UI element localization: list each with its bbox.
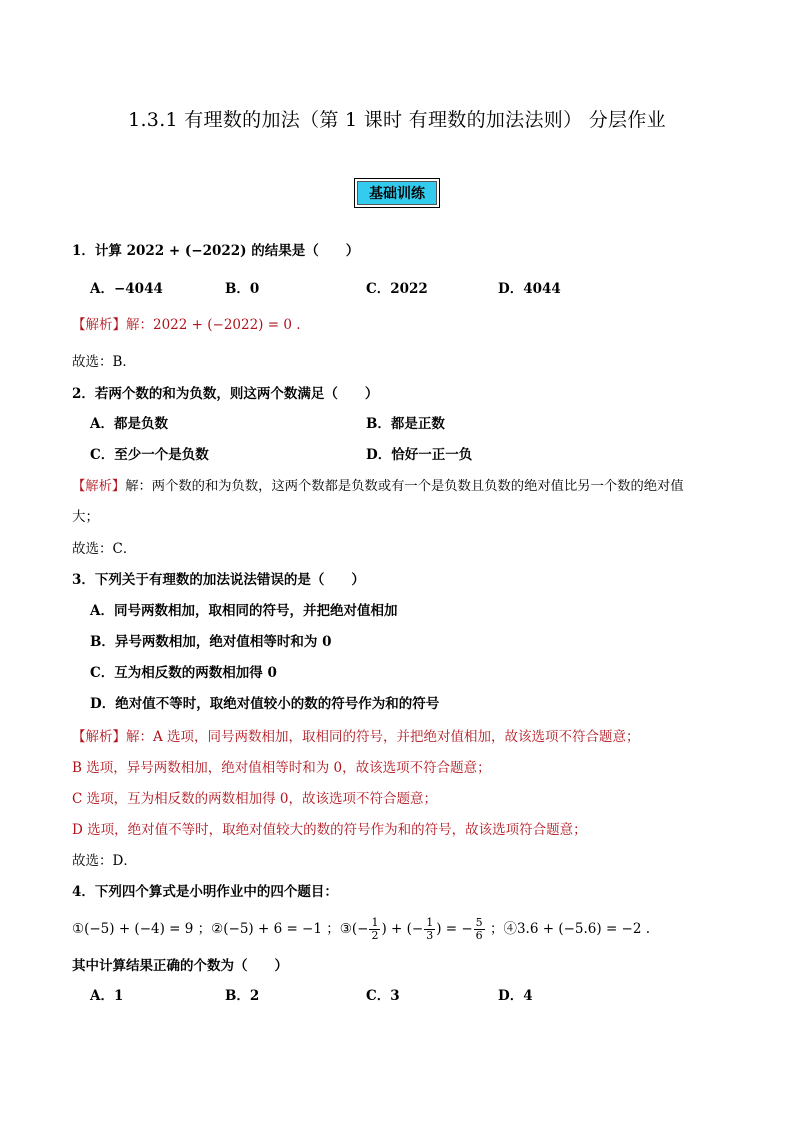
fraction-denominator: 2 [371, 929, 379, 942]
fraction-numerator: 1 [371, 916, 379, 929]
q1-option-a: A．−4044 [90, 281, 163, 297]
q4-expr-1: ①(−5) + (−4) = 9 ； [72, 921, 212, 937]
q4-expr-2: ②(−5) + 6 = −1 ； [211, 921, 340, 937]
q1-option-b: B．0 [225, 281, 260, 297]
q2-answer: 故选：C． [72, 541, 137, 557]
q2-option-c: C．至少一个是负数 [90, 447, 209, 463]
q3-analysis-tag: 【解析】 [72, 729, 126, 745]
q3-option-a: A．同号两数相加，取相同的符号，并把绝对值相加 [90, 603, 398, 619]
fraction-denominator: 6 [475, 929, 483, 942]
section-badge-wrap [0, 178, 794, 208]
q4-option-c: C．3 [366, 988, 400, 1004]
q3-analysis [72, 727, 640, 747]
q3-analysis-line-1: 解：A 选项，同号两数相加，取相同的符号，并把绝对值相加，故该选项不符合题意； [126, 729, 640, 745]
q1-option-d: D．4044 [498, 281, 561, 297]
q2-analysis-text: 解：两个数的和为负数，这两个数都是负数或有一个是负数且负数的绝对值比另一个数的绝对值 [125, 479, 684, 494]
q4-expr-3-mid2: ) = − [436, 921, 473, 937]
question-1-stem: 1．计算 2022 + (−2022) 的结果是（ ） [72, 243, 360, 259]
q3-analysis-line-2: B 选项，异号两数相加，绝对值相等时和为 0，故该选项不符合题意； [72, 760, 491, 776]
q1-analysis-text: 解：2022 + (−2022) = 0 . [126, 317, 301, 333]
q4-followup: 其中计算结果正确的个数为（ ） [72, 958, 288, 974]
q4-expr-3-suffix: ； [485, 921, 504, 937]
q2-option-b: B．都是正数 [366, 416, 445, 432]
question-2-stem: 2．若两个数的和为负数，则这两个数满足（ ） [72, 386, 379, 402]
q3-option-d: D．绝对值不等时，取绝对值较小的数的符号作为和的符号 [90, 696, 440, 712]
fraction-denominator: 3 [426, 929, 434, 942]
q3-analysis-line-3: C 选项，互为相反数的两数相加得 0，故该选项不符合题意； [72, 791, 438, 807]
q4-expr-3-prefix: ③(− [339, 921, 369, 937]
fraction-1-2 [369, 917, 380, 942]
fraction-numerator: 5 [475, 916, 483, 929]
q2-analysis [72, 477, 684, 497]
q3-option-b: B．异号两数相加，绝对值相等时和为 0 [90, 634, 332, 650]
page-title: 1.3.1 有理数的加法（第 1 课时 有理数的加法法则） 分层作业 [128, 109, 666, 131]
question-3-stem: 3．下列关于有理数的加法说法错误的是（ ） [72, 572, 365, 588]
q4-option-d: D．4 [498, 988, 533, 1004]
section-badge-label: 基础训练 [357, 181, 437, 205]
q2-analysis-tag: 【解析】 [72, 479, 126, 494]
q4-option-b: B．2 [225, 988, 260, 1004]
q2-analysis-cont: 大； [72, 509, 99, 525]
q4-expr-3-mid1: ) + (− [381, 921, 424, 937]
q2-option-d: D．恰好一正一负 [366, 447, 473, 463]
q3-answer: 故选：D． [72, 853, 137, 869]
q1-answer: 故选：B． [72, 354, 136, 370]
fraction-1-3 [424, 917, 435, 942]
q1-option-c: C．2022 [366, 281, 428, 297]
q3-option-c: C．互为相反数的两数相加得 0 [90, 665, 277, 681]
q4-expressions [72, 915, 650, 943]
section-badge [354, 178, 440, 208]
q1-analysis-tag: 【解析】 [72, 317, 126, 333]
question-4-stem: 4．下列四个算式是小明作业中的四个题目： [72, 884, 338, 900]
q4-expr-4: ④3.6 + (−5.6) = −2 . [503, 921, 651, 937]
q1-analysis [72, 315, 301, 335]
q2-option-a: A．都是负数 [90, 416, 168, 432]
q4-option-a: A．1 [90, 988, 124, 1004]
q3-analysis-line-4: D 选项，绝对值不等时，取绝对值较大的数的符号作为和的符号，故该选项符合题意； [72, 822, 587, 838]
fraction-5-6 [474, 917, 485, 942]
fraction-numerator: 1 [426, 916, 434, 929]
